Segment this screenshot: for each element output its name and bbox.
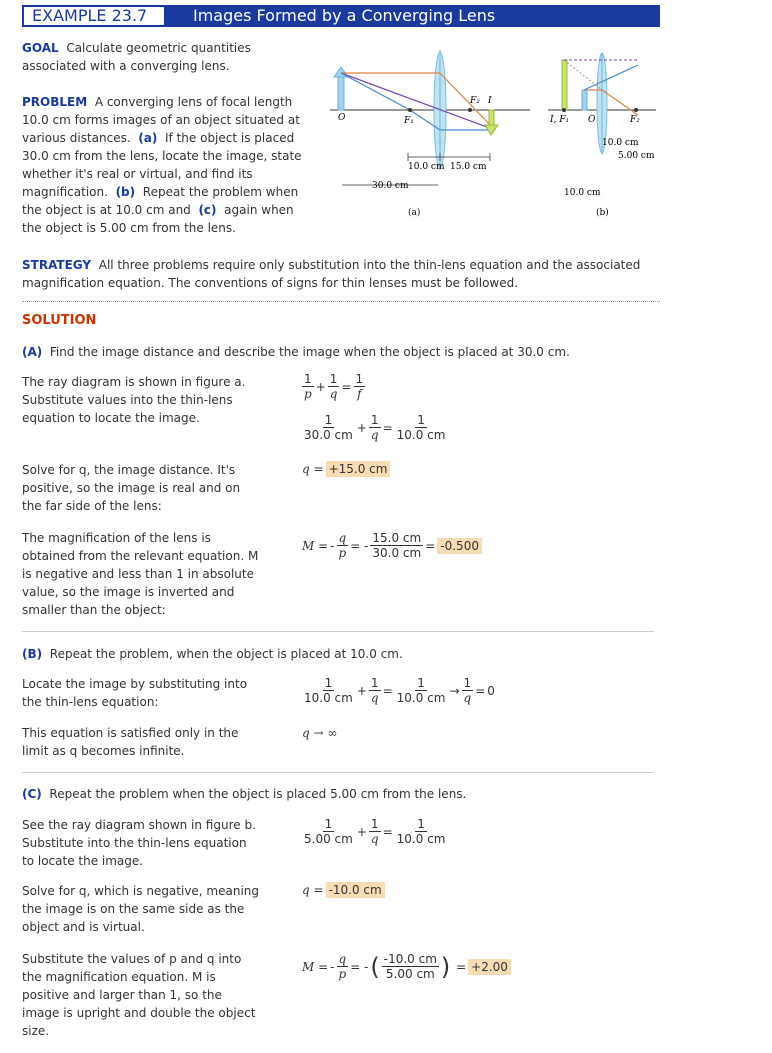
dim-10b: 10.0 cm [564,188,601,198]
part-c-label: (C) [22,787,42,801]
part-c-task-text: Repeat the problem when the object is placed 5.00 cm from the lens. [49,787,467,801]
q-result-c [302,882,385,898]
magnification-a: M = - $\frac{q}{p}$ = - $\frac{15.0 cm}{30.0 cm}$ = -0.500 [302,531,482,560]
part-a-step1 [22,373,262,427]
label-i: I [488,96,492,106]
m-lhs: M = [302,959,329,974]
den: q [370,691,379,705]
problem-label: PROBLEM [22,95,88,109]
num: q [338,952,347,966]
answer-highlight: +2.00 [468,959,511,975]
part-c-step1 [22,816,262,870]
part-a-step2 [22,461,262,515]
label-o: O [338,113,346,123]
thin-lens-substitution-c: $\frac{1}{5.00 cm}$ + $\frac{1}{q}$ = $\frac{1}{10.0 cm}$ [304,817,446,846]
num: 1 [370,676,379,690]
zero: 0 [487,683,495,698]
part-marker: (a) [138,131,158,145]
dim-10: 10.0 cm [602,138,639,148]
dim-10: 10.0 cm [408,162,445,172]
problem-text: various distances. [22,131,131,145]
den: 30.0 cm [304,428,353,442]
step-text: Locate the image by substituting into [22,677,248,691]
den: q [329,387,338,401]
num: 1 [355,372,364,386]
q-lhs: q = [302,462,324,476]
problem-text: the object is at 10.0 cm and [22,203,191,217]
step-text: size. [22,1024,50,1038]
problem-text: A converging lens of focal length [94,95,293,109]
q-lhs: q = [302,883,324,897]
problem-text: 10.0 cm forms images of an object situated at [22,113,300,127]
den: 10.0 cm [396,691,446,705]
step-text: object and is virtual. [22,920,145,934]
num: -10.0 cm [383,952,437,966]
label-f2: F₂ [470,96,480,106]
part-c-step2 [22,882,262,936]
thin-lens-substitution-b: $\frac{1}{10.0 cm}$ + $\frac{1}{q}$ = $\frac{1}{10.0 cm}$ → $\frac{1}{q}$ = 0 [304,676,495,705]
part-b-task [22,645,403,663]
answer-highlight: -0.500 [437,538,482,554]
step-text: the image is on the same side as the [22,902,245,916]
step-text: positive and larger than 1, so the [22,988,222,1002]
num: 1 [417,817,425,831]
label-f2: F₂ [630,115,640,125]
caption-a: (a) [408,208,421,218]
step-text: Substitute values into the thin-lens [22,393,233,407]
den: p [338,967,347,981]
num: q [338,531,347,545]
part-a-step3 [22,529,262,619]
goal-label: GOAL [22,41,59,55]
strategy-text: magnification equation. The conventions of signs for thin lenses must be followed. [22,276,519,290]
den: p [338,546,347,560]
step-text: See the ray diagram shown in figure b. [22,818,256,832]
step-text: equation to locate the image. [22,411,200,425]
den: f [357,387,362,401]
num: 1 [324,413,333,427]
den: 10.0 cm [304,691,353,705]
solution-label: SOLUTION [22,313,97,328]
label-i-f1: I, F₁ [550,115,570,125]
step-text: limit as q becomes infinite. [22,744,185,758]
part-marker: (c) [198,203,217,217]
answer-highlight: -10.0 cm [326,882,385,898]
step-text: is negative and less than 1 in absolute [22,567,255,581]
problem-text: whether it's real or virtual, and find its [22,167,253,181]
step-text: to locate the image. [22,854,144,868]
num: 1 [370,413,379,427]
problem-text: again when [224,203,294,217]
q-result-a [302,461,390,477]
part-c-step3 [22,950,262,1040]
caption-b: (b) [596,208,609,218]
strategy-section [22,256,662,292]
step-text: the thin-lens equation: [22,695,159,709]
num: 1 [329,372,338,386]
part-a-task [22,343,570,361]
step-text: the magnification equation. M is [22,970,216,984]
part-a-label: (A) [22,345,43,359]
den: 10.0 cm [396,832,446,846]
step-text: Substitute into the thin-lens equation [22,836,247,850]
label-f1: F₁ [404,116,414,126]
thin-lens-substitution-a: $\frac{1}{30.0 cm}$ + $\frac{1}{q}$ = $\frac{1}{10.0 cm}$ [304,413,446,442]
step-text: image is upright and double the object [22,1006,256,1020]
num: 1 [324,676,333,690]
step-text: The ray diagram is shown in figure a. [22,375,246,389]
step-text: positive, so the image is real and on [22,481,241,495]
m-lhs: M = [302,538,329,553]
step-text: obtained from the relevant equation. M [22,549,259,563]
divider [22,631,654,632]
divider [22,772,654,773]
example-title: Images Formed by a Converging Lens [193,6,496,25]
num: 1 [370,817,379,831]
dim-5: 5.00 cm [618,151,655,161]
goal-section [22,39,312,75]
den: 5.00 cm [304,832,353,846]
magnification-c: M = - $\frac{q}{p}$ = - ( $\frac{-10.0 cm}{5.00 cm}$ ) = +2.00 [302,952,511,981]
den: p [304,387,312,401]
part-b-step1 [22,675,262,711]
part-b-label: (B) [22,647,43,661]
divider [22,301,660,302]
part-b-task-text: Repeat the problem, when the object is placed at 10.0 cm. [49,647,403,661]
part-a-task-text: Find the image distance and describe the image when the object is placed at 30.0 cm. [49,345,570,359]
step-text: This equation is satisfied only in the [22,726,239,740]
problem-text: magnification. [22,185,108,199]
answer-highlight: +15.0 cm [326,461,391,477]
num: 1 [463,676,472,690]
dim-30: 30.0 cm [372,181,409,191]
den: q [370,832,379,846]
ray-diagram-b [548,45,660,225]
den: 10.0 cm [396,428,446,442]
strategy-text: All three problems require only substitution into the thin-lens equation and the associated [98,258,641,272]
example-label: EXAMPLE 23.7 [24,7,164,25]
num: 15.0 cm [372,531,422,545]
num: 1 [417,676,425,690]
part-b-step2 [22,724,262,760]
ray-diagram-a [330,45,530,225]
step-text: value, so the image is inverted and [22,585,235,599]
step-text: the far side of the lens: [22,499,162,513]
den: q [370,428,379,442]
step-text: Solve for q, the image distance. It's [22,463,236,477]
step-text: The magnification of the lens is [22,531,211,545]
label-o: O [588,115,596,125]
part-c-task [22,785,466,803]
num: 1 [417,413,425,427]
limit-expression: q → ∞ [302,726,338,740]
strategy-label: STRATEGY [22,258,92,272]
den: 5.00 cm [385,967,435,981]
goal-text: associated with a converging lens. [22,59,230,73]
step-text: smaller than the object: [22,603,166,617]
problem-text: If the object is placed [165,131,295,145]
step-text: Substitute the values of p and q into [22,952,242,966]
problem-text: the object is 5.00 cm from the lens. [22,221,236,235]
part-marker: (b) [115,185,136,199]
problem-section [22,93,322,237]
step-text: Solve for q, which is negative, meaning [22,884,260,898]
num: 1 [304,372,312,386]
den: 30.0 cm [372,546,422,560]
den: q [463,691,472,705]
dim-15: 15.0 cm [450,162,487,172]
num: 1 [324,817,333,831]
thin-lens-equation: $\frac{1}{p}$ + $\frac{1}{q}$ = $\frac{1}{f}$ [304,372,364,401]
goal-text: Calculate geometric quantities [66,41,251,55]
problem-text: Repeat the problem when [142,185,299,199]
problem-text: 30.0 cm from the lens, locate the image, state [22,149,302,163]
